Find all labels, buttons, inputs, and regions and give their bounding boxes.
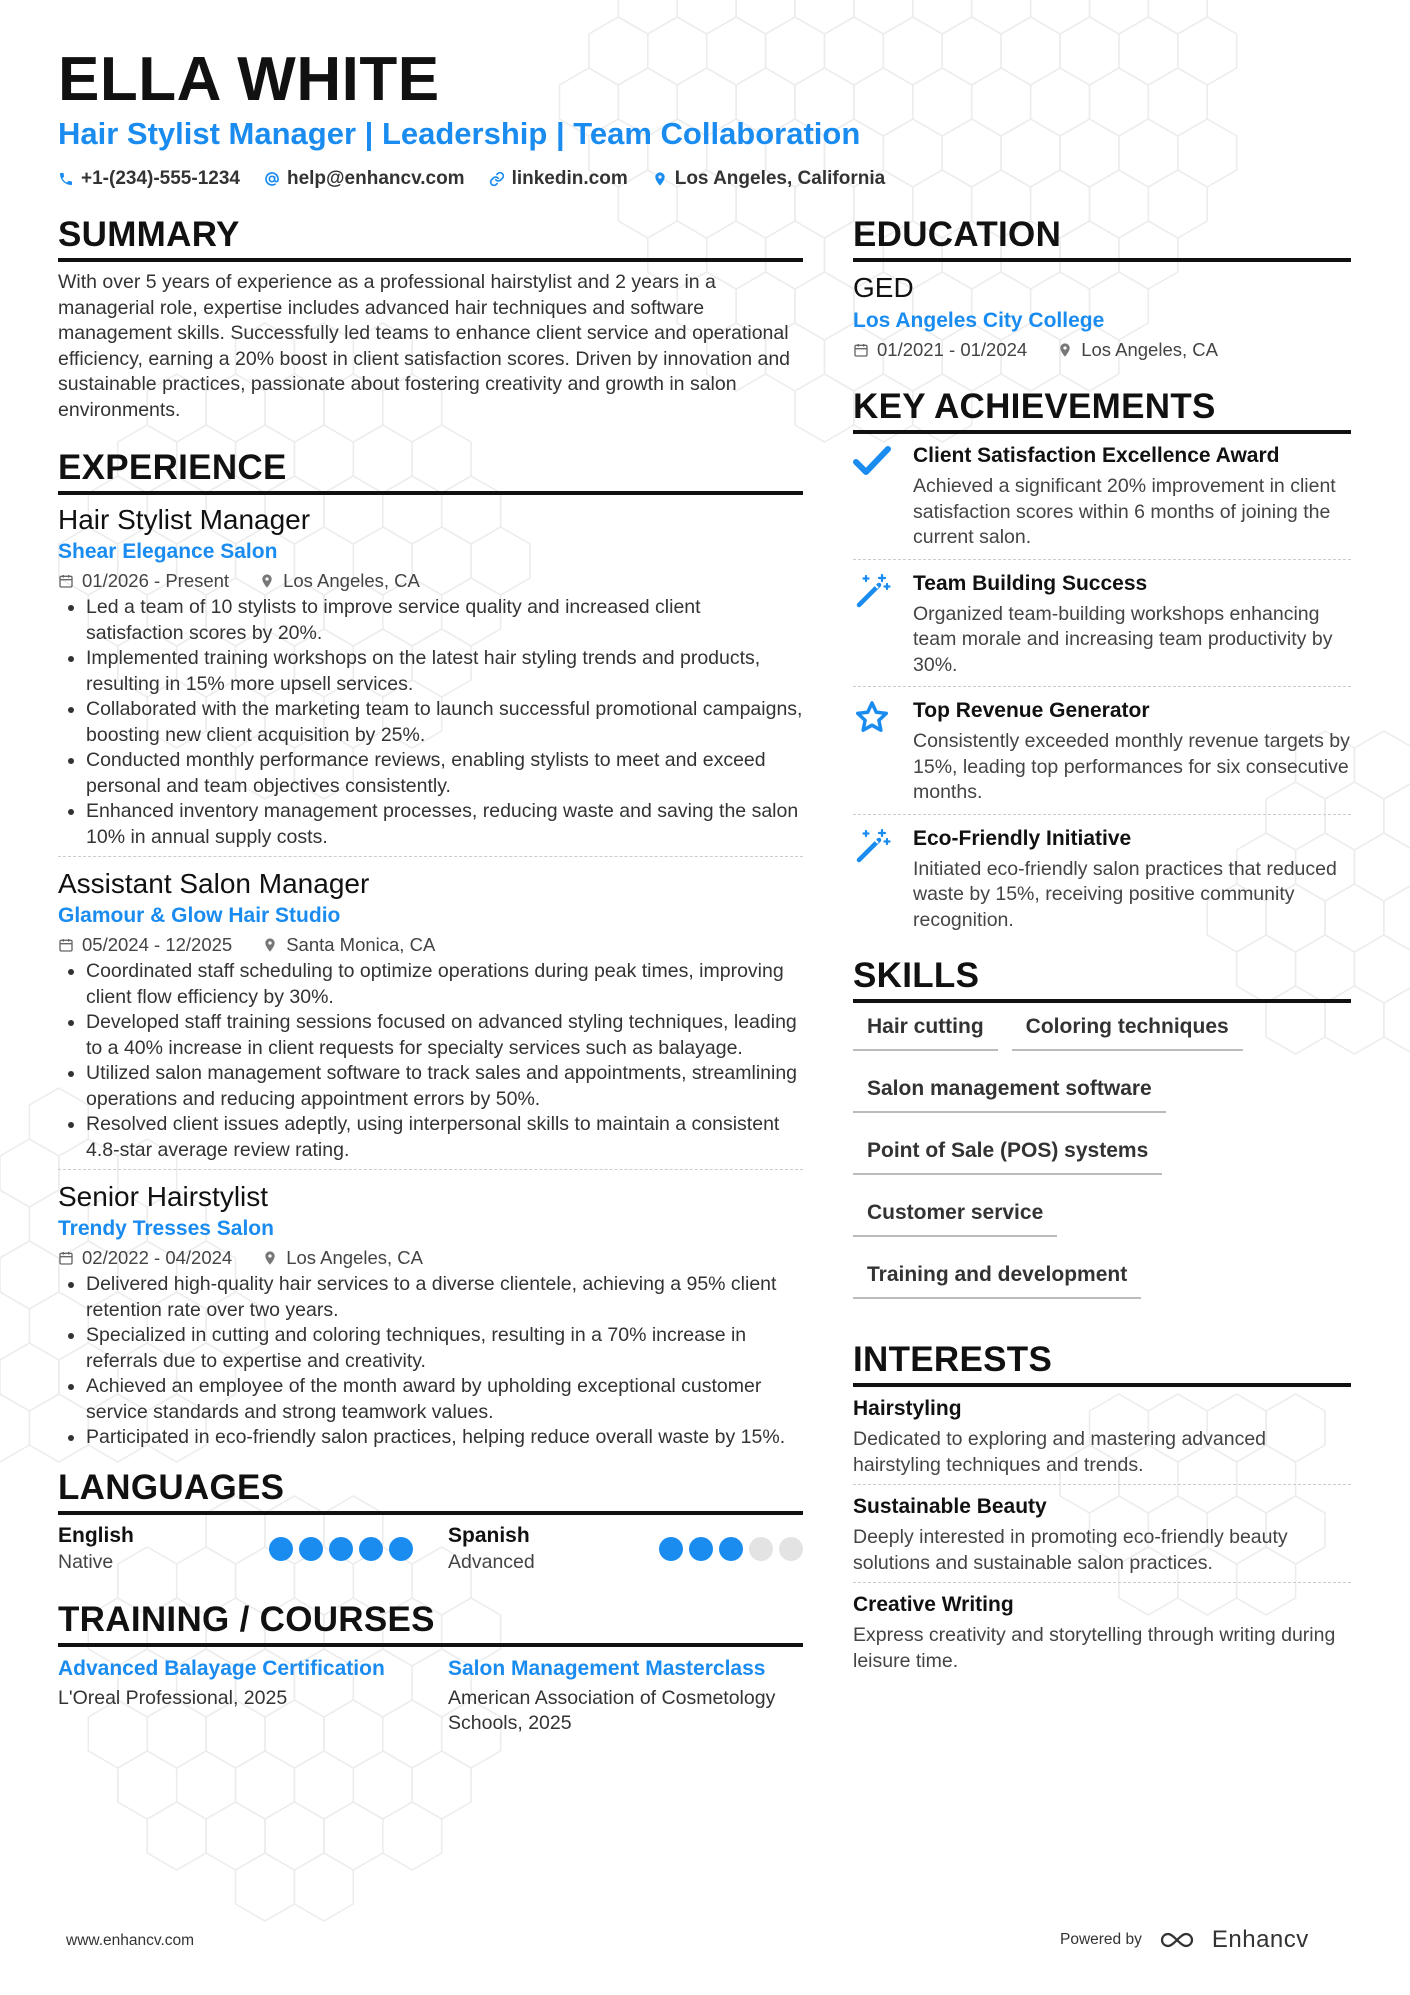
course-entry [58, 1655, 413, 1737]
interest-description: Express creativity and storytelling through writing during leisure time. [853, 1624, 1336, 1672]
achievement-icon-wrap [853, 825, 897, 934]
achievement-body [913, 570, 1351, 679]
achievement-title: Top Revenue Generator [913, 699, 1150, 722]
phone-icon [58, 171, 74, 187]
language-name: Spanish [448, 1523, 530, 1547]
language-text [58, 1523, 134, 1575]
experience-entry [58, 867, 803, 1170]
achievement-icon-wrap [853, 442, 897, 551]
calendar-icon [58, 937, 74, 953]
course-entry [448, 1655, 803, 1737]
job-location-text: Los Angeles, CA [283, 570, 420, 591]
language-entry [448, 1523, 803, 1575]
email-text: help@enhancv.com [286, 168, 465, 189]
job-bullet-list [58, 1272, 803, 1451]
language-text [448, 1523, 535, 1575]
achievement-title: Client Satisfaction Excellence Award [913, 444, 1280, 467]
interest-description: Deeply interested in promoting eco-friendly beauty solutions and sustainable salon practices. [853, 1526, 1288, 1574]
job-meta [58, 1244, 803, 1272]
calendar-icon [58, 1250, 74, 1266]
location-pin-icon [259, 573, 275, 589]
interest-title: Hairstyling [853, 1397, 962, 1420]
location-pin-icon [652, 171, 668, 187]
achievement-description: Consistently exceeded monthly revenue targets by 15%, leading top performances for six consecutive months. [913, 730, 1350, 803]
summary-heading: SUMMARY [58, 214, 803, 262]
contact-linkedin[interactable] [489, 168, 628, 190]
job-title: Hair Stylist Manager [58, 504, 311, 535]
job-title: Assistant Salon Manager [58, 868, 370, 899]
rating-dot-filled [329, 1537, 353, 1561]
languages-heading: LANGUAGES [58, 1467, 803, 1515]
location-pin-icon [1057, 342, 1073, 358]
job-dates-text: 02/2022 - 04/2024 [82, 1247, 233, 1268]
language-name: English [58, 1523, 134, 1547]
job-bullet: • Conducted monthly performance reviews, enabling stylists to meet and exceed personal and team objectives consistently. [86, 748, 803, 799]
job-dates [58, 567, 229, 595]
summary-section [58, 214, 803, 423]
language-level: Advanced [448, 1550, 535, 1573]
courses-section [58, 1599, 803, 1737]
calendar-icon [853, 342, 869, 358]
experience-heading: EXPERIENCE [58, 447, 803, 495]
job-dates-text: 01/2026 - Present [82, 570, 230, 591]
job-bullet: • Implemented training workshops on the latest hair styling trends and products, resulting in 15% more upsell services. [86, 646, 803, 697]
interest-entry [853, 1395, 1351, 1485]
phone-text: +1-(234)-555-1234 [81, 168, 240, 189]
achievement-list [853, 442, 1351, 941]
brand-name: Enhancv [1211, 1926, 1309, 1953]
location-pin-icon [262, 1250, 278, 1266]
rating-dot-filled [719, 1537, 743, 1561]
achievement-description: Organized team-building workshops enhancing team morale and increasing team productivity by 30%. [913, 602, 1333, 676]
rating-dot-filled [299, 1537, 323, 1561]
language-rating [659, 1537, 803, 1561]
job-location [259, 567, 420, 595]
contact-bar [58, 168, 885, 190]
magic-wand-icon [853, 827, 891, 865]
job-bullet: • Delivered high-quality hair services to a diverse clientele, achieving a 95% client retention rate over two years. [86, 1272, 803, 1323]
skill-tag: Salon management software [853, 1075, 1166, 1113]
language-entry [58, 1523, 413, 1575]
education-dates-text: 01/2021 - 01/2024 [877, 339, 1028, 360]
experience-entry [58, 503, 803, 857]
skill-tag: Customer service [853, 1199, 1057, 1237]
job-location-text: Santa Monica, CA [286, 934, 436, 955]
job-bullet: • Utilized salon management software to track sales and appointments, streamlining operations and reducing appointment errors by 50%. [86, 1061, 803, 1112]
interest-list [853, 1395, 1351, 1680]
company-name: Trendy Tresses Salon [58, 1217, 274, 1240]
job-bullet: • Developed staff training sessions focused on advanced styling techniques, leading to a 40% increase in client requests for specialty services such as balayage. [86, 1010, 803, 1061]
job-bullet: • Resolved client issues adeptly, using interpersonal skills to maintain a consistent 4.8-star average review rating. [86, 1112, 803, 1163]
company-name: Glamour & Glow Hair Studio [58, 904, 341, 927]
skill-tag: Hair cutting [853, 1013, 998, 1051]
job-bullet: • Participated in eco-friendly salon practices, helping reduce overall waste by 15%. [86, 1425, 803, 1451]
job-bullet-list [58, 959, 803, 1163]
job-meta [58, 931, 803, 959]
at-sign-icon [264, 171, 280, 187]
course-provider: American Association of Cosmetology Schools, 2025 [448, 1686, 776, 1734]
rating-dot-filled [659, 1537, 683, 1561]
rating-dot-empty [749, 1537, 773, 1561]
interest-entry [853, 1493, 1351, 1583]
enhancv-logo-icon [1154, 1928, 1200, 1952]
education-location-text: Los Angeles, CA [1081, 339, 1218, 360]
achievement-description: Initiated eco-friendly salon practices that reduced waste by 15%, receiving positive community recognition. [913, 857, 1337, 931]
left-column [58, 214, 803, 1737]
right-column [853, 214, 1351, 1688]
interest-title: Creative Writing [853, 1593, 1014, 1616]
skill-tag: Training and development [853, 1261, 1141, 1299]
candidate-tagline: Hair Stylist Manager | Leadership | Team Collaboration [58, 116, 861, 151]
interest-title: Sustainable Beauty [853, 1495, 1047, 1518]
interests-section [853, 1339, 1351, 1680]
job-bullet: • Achieved an employee of the month award by upholding exceptional customer service standards and strong teamwork values. [86, 1374, 803, 1425]
candidate-name: ELLA WHITE [58, 45, 440, 114]
footer-branding [1060, 1926, 1309, 1954]
job-dates [58, 931, 232, 959]
achievement-icon-wrap [853, 570, 897, 679]
skill-tag: Point of Sale (POS) systems [853, 1137, 1162, 1175]
contact-location [652, 168, 885, 190]
language-list [58, 1523, 803, 1575]
job-title: Senior Hairstylist [58, 1181, 269, 1212]
rating-dot-filled [359, 1537, 383, 1561]
course-list [58, 1655, 803, 1737]
education-school: Los Angeles City College [853, 309, 1105, 332]
experience-entry [58, 1180, 803, 1457]
skills-section [853, 955, 1351, 1311]
job-location-text: Los Angeles, CA [286, 1247, 423, 1268]
footer-website[interactable]: www.enhancv.com [66, 1932, 195, 1949]
location-text: Los Angeles, California [674, 168, 886, 189]
achievement-description: Achieved a significant 20% improvement in client satisfaction scores within 6 months of joining the current salon. [913, 475, 1336, 548]
company-name: Shear Elegance Salon [58, 540, 278, 563]
job-bullet: • Specialized in cutting and coloring techniques, resulting in a 70% increase in referrals due to expertise and creativity. [86, 1323, 803, 1374]
skill-tag: Coloring techniques [1012, 1013, 1243, 1051]
summary-text: With over 5 years of experience as a professional hairstylist and 2 years in a managerial role, expertise includes advanced hair techniques and software management skills. Successfully led teams to enhance client service and operational efficiency, earning a 20% boost in client satisfaction scores. Driven by innovation and sustainable practices, passionate about fostering creativity and growth in salon environments. [58, 271, 791, 421]
achievement-entry [853, 697, 1351, 815]
star-icon [853, 699, 891, 737]
course-name: Advanced Balayage Certification [58, 1656, 385, 1680]
job-bullet: • Coordinated staff scheduling to optimize operations during peak times, improving client flow efficiency by 30%. [86, 959, 803, 1010]
education-dates [853, 336, 1027, 364]
course-name: Salon Management Masterclass [448, 1656, 766, 1680]
language-level: Native [58, 1550, 114, 1573]
education-meta [853, 336, 1351, 364]
rating-dot-filled [389, 1537, 413, 1561]
contact-phone[interactable] [58, 168, 240, 190]
job-meta [58, 567, 803, 595]
job-dates [58, 1244, 232, 1272]
education-location [1057, 336, 1218, 364]
rating-dot-filled [689, 1537, 713, 1561]
job-dates-text: 05/2024 - 12/2025 [82, 934, 233, 955]
rating-dot-empty [779, 1537, 803, 1561]
interest-description: Dedicated to exploring and mastering advanced hairstyling techniques and trends. [853, 1428, 1267, 1476]
education-heading: EDUCATION [853, 214, 1351, 262]
job-bullet: • Led a team of 10 stylists to improve service quality and increased client satisfaction scores by 20%. [86, 595, 803, 646]
courses-heading: TRAINING / COURSES [58, 1599, 803, 1647]
education-degree: GED [853, 272, 914, 303]
languages-section [58, 1467, 803, 1575]
achievement-body [913, 825, 1351, 934]
skill-list [853, 1013, 1351, 1311]
achievement-title: Eco-Friendly Initiative [913, 826, 1132, 850]
interest-entry [853, 1591, 1351, 1680]
achievements-section [853, 386, 1351, 941]
job-bullet-list [58, 595, 803, 850]
skills-heading: SKILLS [853, 955, 1351, 1003]
achievement-body [913, 697, 1351, 806]
powered-by-label: Powered by [1060, 1931, 1142, 1948]
achievements-heading: KEY ACHIEVEMENTS [853, 386, 1351, 434]
linkedin-text: linkedin.com [511, 168, 628, 189]
checkmark-icon [853, 444, 891, 478]
achievement-title: Team Building Success [913, 571, 1148, 595]
course-provider: L'Oreal Professional, 2025 [58, 1686, 288, 1709]
education-section [853, 214, 1351, 364]
job-bullet: • Enhanced inventory management processes, reducing waste and saving the salon 10% in annual supply costs. [86, 799, 803, 850]
location-pin-icon [262, 937, 278, 953]
job-location [262, 931, 435, 959]
achievement-entry [853, 825, 1351, 942]
experience-list [58, 503, 803, 1457]
magic-wand-icon [853, 572, 891, 610]
interests-heading: INTERESTS [853, 1339, 1351, 1387]
link-icon [489, 171, 505, 187]
achievement-body [913, 442, 1351, 551]
achievement-entry [853, 442, 1351, 560]
contact-email[interactable] [264, 168, 465, 190]
language-rating [269, 1537, 413, 1561]
job-location [262, 1244, 423, 1272]
experience-section [58, 447, 803, 1457]
achievement-entry [853, 570, 1351, 688]
achievement-icon-wrap [853, 697, 897, 806]
job-bullet: • Collaborated with the marketing team to launch successful promotional campaigns, boosting new client acquisition by 25%. [86, 697, 803, 748]
calendar-icon [58, 573, 74, 589]
rating-dot-filled [269, 1537, 293, 1561]
